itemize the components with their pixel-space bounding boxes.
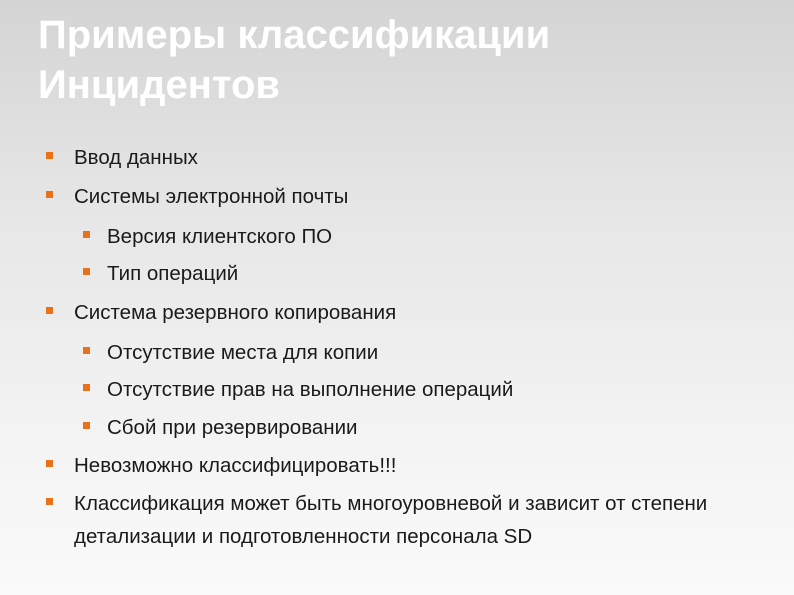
bullet-text: Невозможно классифицировать!!! [74, 454, 397, 477]
slide-title-line-1: Примеры классификации [38, 13, 551, 57]
bullet-marker-icon [83, 231, 90, 238]
bullet-marker-icon [83, 268, 90, 275]
bullet-text: Ввод данных [74, 146, 198, 169]
bullet-marker-icon [46, 307, 53, 314]
sub-bullet-item [107, 257, 238, 290]
bullet-item [74, 141, 198, 174]
slide-title-line-2: Инцидентов [38, 63, 280, 107]
bullet-text: Отсутствие прав на выполнение операций [107, 378, 514, 401]
bullet-marker-icon [46, 498, 53, 505]
bullet-text: Тип операций [107, 262, 239, 285]
sub-bullet-item [107, 220, 332, 253]
bullet-marker-icon [83, 384, 90, 391]
bullet-marker-icon [46, 152, 53, 159]
bullet-text: Системы электронной почты [74, 185, 349, 208]
bullet-item [74, 180, 348, 213]
bullet-item [74, 449, 396, 482]
sub-bullet-item [107, 336, 378, 369]
bullet-marker-icon [83, 422, 90, 429]
bullet-marker-icon [46, 460, 53, 467]
bullet-marker-icon [46, 191, 53, 198]
sub-bullet-item [107, 411, 358, 444]
bullet-text: Отсутствие места для копии [107, 341, 379, 364]
bullet-text: Классификация может быть многоуровневой и зависит от степени детализации и подготовленности персонала SD [74, 492, 708, 548]
bullet-text: Сбой при резервировании [107, 416, 358, 439]
bullet-text: Система резервного копирования [74, 301, 397, 324]
sub-bullet-item [107, 373, 513, 406]
bullet-marker-icon [83, 347, 90, 354]
bullet-item [74, 487, 754, 553]
bullet-text: Версия клиентского ПО [107, 225, 333, 248]
bullet-item [74, 296, 396, 329]
